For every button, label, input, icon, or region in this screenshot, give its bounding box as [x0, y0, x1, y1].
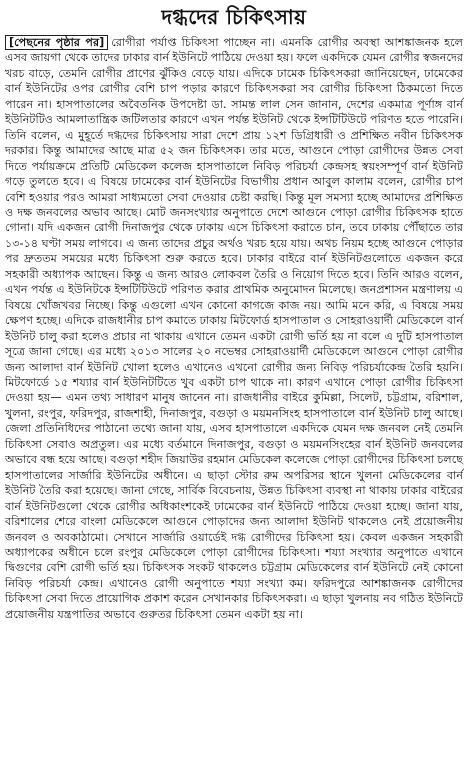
- article-body: [5, 35, 463, 622]
- article-headline: দগ্ধদের চিকিৎসায়: [161, 5, 307, 29]
- continued-from-label: [পেছনের পৃষ্ঠার পর]: [5, 35, 108, 50]
- article-body-text: রোগীরা পর্যাপ্ত চিকিৎসা পাচ্ছেন না। এমনকি রোগীর অবস্থা আশঙ্কাজনক হলে এসব জায়গা থেকে তাদের ঢাকার বার্ন ইউনিটে পাঠিয়ে দেওয়া হয়। ফলে একদিকে যেমন রোগীর স্বজনদের খরচ বাড়ে, তেমনি রোগীর প্রাণের ঝুঁকিও বেড়ে যায়। এদিকে ঢামেক চিকিৎসকরা জানিয়েছেন, ঢামেকের বার্ন ইউনিটের ওপর রোগীর বেশি চাপ পড়ার কারণে চিকিৎসকরা সব রোগীর চিকিৎসা ঠিকমতো দিতে পারেন না। হাসপাতালের অবৈতনিক উপদেষ্টা ডা. সামন্ত লাল সেন জানান, দেশের একমাত্র পূর্ণাঙ্গ বার্ন ইউনিটটিও আমলাতান্ত্রিক জটিলতার কারণে এখন পর্যন্ত ইউনিট থেকে ইন্সটিটিউটে পরিণত হতে পারেনি। তিনি বলেন, এ মুহূর্তে দগ্ধদের চিকিৎসায় সারা দেশে প্রায় ১২শ ডিগ্রিধারী ও প্রশিক্ষিত নবীন চিকিৎসক দরকার। কিন্তু আমাদের আছে মাত্র ৫২ জন চিকিৎসক। তার মতে, আগুনে পোড়া রোগীদের উন্নত সেবা দিতে পর্যায়ক্রমে প্রতিটি মেডিকেল কলেজ হাসপাতালে নিবিড় পরিচর্যা কেন্দ্রসহ স্বয়ংসম্পূর্ণ বার্ন ইউনিট গড়ে তুলতে হবে। এ বিষয়ে ঢামেকের বার্ন ইউনিটের বিভাগীয় প্রধান আবুল কালাম বলেন, রোগীর চাপ বেশি হওয়ার পরও আমরা সাধ্যমতো সেবা দেওয়ার চেষ্টা করছি। কিন্তু মূল সমস্যা হচ্ছে আমাদের প্রশিক্ষিত ও দক্ষ জনবলের অভাব আছে। মোট জনসংখ্যার অনুপাতে দেশে আগুনে পোড়া রোগীর চিকিৎসক হাতে গোনা। যদি একজন রোগী দিনাজপুর থেকে ঢাকায় এসে চিকিৎসা করাতে চান, তবে ঢাকায় পৌঁছাতে তার ১৩-১৪ ঘণ্টা সময় লাগবে। এ জন্য তাদের প্রচুর অর্থও খরচ হয়ে যায়। অথচ নিয়ম হচ্ছে আগুনে পোড়ার পর দ্রুততম সময়ের মধ্যে চিকিৎসা শুরু করতে হবে। ঢাকার বাইরে বার্ন ইউনিটগুলোতে একজন করে সহকারী অধ্যাপক আছেন। কিন্তু এ জন্য আরও লোকবল তৈরি ও নিয়োগ দিতে হবে। তিনি আরও বলেন, এখন পর্যন্ত এ ইউনিটকে ইন্সটিটিউটে পরিণত করার প্রাথমিক অনুমোদন মিলেছে। জনপ্রশাসন মন্ত্রণালয় এ বিষয়ে খোঁজখবর নিচ্ছে। কিন্তু এগুলো এখন কোনো কাগজে কাজ নয়। আমি মনে করি, এ বিষয়ে সময় ক্ষেপণ হচ্ছে। এদিকে রাজধানীর চাপ কমাতে ঢাকায় মিটফোর্ড হাসপাতাল ও সোহরাওয়ার্দী মেডিকেলে বার্ন ইউনিট চালু করা হলেও প্রচার না থাকায় এখানে তেমন একটা রোগী ভর্তি হয় না বলে এ দুটি হাসপাতাল সূত্রে জানা গেছে। এর মধ্যে ২০১৩ সালের ২০ নভেম্বর সোহরাওয়ার্দী মেডিকেলে আগুনে পোড়া রোগীর জন্য আলাদা বার্ন ইউনিট খোলা হলেও এখানেও এখনো রোগীর জন্য নিবিড় পরিচর্যাকেন্দ্র তৈরি হয়নি। মিটফোর্ডে ১৫ শয্যার বার্ন ইউনিটটিতে খুব একটা চাপ থাকে না। কারণ এখানে পোড়া রোগীর চিকিৎসা দেওয়া হয়— এমন তথ্য সাধারণ মানুষ জানেন না। রাজধানীর বাইরে কুমিল্লা, সিলেট, চট্টগ্রাম, বরিশাল, খুলনা, রংপুর, ফরিদপুর, রাজশাহী, দিনাজপুর, বগুড়া ও ময়মনসিংহ হাসপাতালে বার্ন ইউনিট চালু আছে। জেলা প্রতিনিধিদের পাঠানো তথ্যে জানা যায়, এসব হাসপাতালে একদিকে যেমন দক্ষ জনবল নেই তেমনি চিকিৎসা সেবাও অপ্রতুল। এর মধ্যে বর্তমানে দিনাজপুর, বগুড়া ও ময়মনসিংহের বার্ন ইউনিট জনবলের অভাবে বন্ধ হয়ে আছে। বগুড়া শহীদ জিয়াউর রহমান মেডিকেল কলেজে পোড়া রোগীদের চিকিৎসা চলছে হাসপাতালের সার্জারি ইউনিটের অধীনে। এ ছাড়া স্টোর রুম অপরিসর স্থানে খুলনা মেডিকেলের বার্ন ইউনিট তৈরি করা হয়েছে। জানা গেছে, সার্বিক বিবেচনায়, উন্নত চিকিৎসা ব্যবস্থা না থাকায় ঢাকার বাইরের বার্ন ইউনিটগুলো থেকে রোগীর অধিকাংশকেই ঢামেকের বার্ন ইউনিটে পাঠিয়ে দেওয়া হচ্ছে। জানা যায়, বরিশালের শেরে বাংলা মেডিকেলে আগুনে পোড়াদের জন্য আলাদা ইউনিট থাকলেও নেই প্রয়োজনীয় জনবল ও অবকাঠামো। সেখানে সার্জারি ওয়ার্ডেই দগ্ধ রোগীদের চিকিৎসা হয়। কেবল একজন সহকারী অধ্যাপকের অধীনে চলে রংপুর মেডিকেলে পোড়া রোগীদের চিকিৎসা। শয্যা সংখ্যার অনুপাতে এখানে দ্বিগুণের বেশি রোগী ভর্তি হয়। চিকিৎসক সংকট থাকলেও চট্টগ্রাম মেডিকেলের বার্ন ইউনিটে নেই কোনো নিবিড় পরিচর্যা কেন্দ্র। এখানেও রোগী অনুপাতে শয্যা সংখ্যা কম। ফরিদপুরে আশঙ্কাজনক রোগীদের চিকিৎসা সেবা দিতে প্রায়োগিক প্রকাশ করেন সেখানকার চিকিৎসকরা। এ ছাড়া খুলনায় নব গঠিত ইউনিটে প্রয়োজনীয় যন্ত্রপাতির অভাবে গুরুতর চিকিৎসা তেমন একটা হয় না।: [5, 36, 463, 621]
